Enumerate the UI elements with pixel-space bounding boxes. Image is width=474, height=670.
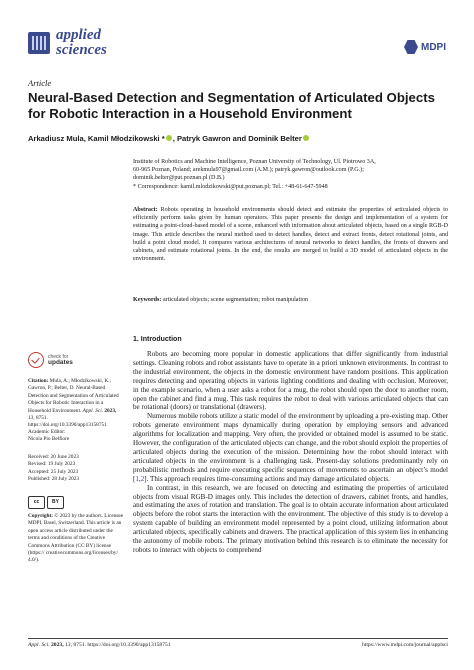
keywords [133,296,448,304]
paragraph: Robots are becoming more popular in domestic applications that differ significantly from industrial settings. Cleaning robots and robot assistants have to operate in a priori unknown environments. In contrast to the industrial environment, the objects in the domestic environment have random positions. This application requires detecting and operating objects in various lighting conditions and dealing with occlusion. Moreover, in the example scenario, when a user asks a robot for a mug, the robot should open the door to another room, open the cabinet and find a mug. This task requires the robot to deal with various articulated objects that can be rotational (doors) or translational (drawers). [133,350,448,412]
paragraph-text: Numerous mobile robots utilize a static model of the environment by uploading a pre-existing map. Other robots generate environment maps dynamically during operation by employing sensors and advanced algorithms for localization and mapping. Very often, the provided or obtained model is assumed to be static. However, the configuration of the articulated objects can change, and the robot should exploit the properties of articulated objects during the execution of the mission. Determining how the robot should interact with articulated objects in the environment is a challenging task. Present-day solutions predominantly rely on probabilistic methods and require executing specific sequences of movements to ascertain an object’s model [ [133,412,448,483]
citation-label: Citation: [28,378,49,384]
authors-part1: Arkadiusz Mula, Kamil Młodzikowski * [28,134,165,143]
orcid-icon[interactable] [166,135,172,141]
cc-by-license-badge[interactable] [28,496,64,509]
updates-line1: check for [48,354,69,360]
footer-journal: Appl. Sci. [28,642,50,648]
check-for-updates-icon [28,352,44,368]
citation-rest: , 8751. https://doi.org/10.3390/app13158751 [28,415,107,429]
publisher-name: MDPI [421,41,446,53]
mdpi-hexagon-icon [404,40,418,54]
paragraph: In contrast, in this research, we are focused on detecting and estimating the properties of articulated objects from visual RGB-D images only. This includes the detection of drawers, cabinet fronts, and handles, and estimating the axes of rotation and translation. The goal is to obtain accurate information about articulated objects before the robot starts the interaction with the environment. The objective of this study is to develop a system capable of building an environment model represented by a point cloud, utilizing information about articulated objects, specifically cabinets and drawers. The practical application of this system lies in enhancing the autonomy of mobile robots. The primary motivation behind this research is to eliminate the necessity for robots to interact with objects to comprehend [133,483,448,554]
authors-part2: , Patryk Gawron and Dominik Belter [172,134,302,143]
by-icon: BY [47,496,64,509]
footer-rest: , 8751. https://doi.org/10.3390/app13158751 [70,642,171,648]
correspondence-line: * Correspondence: kamil.mlodzikowski@put.poznan.pl; Tel.: +48-61-647-5948 [133,183,328,190]
citation-text: Mula, A.; Młodzikowski, K.; Gawron, P.; Belter, D. Neural-Based Detection and Segmentation of Articulated Objects for Robotic Interaction in a Household Environment. [28,378,119,414]
affiliations [133,158,448,191]
date-published: Published: 28 July 2023 [28,476,80,483]
publication-dates [28,454,124,484]
keywords-text: articulated objects; scene segmentation; robot manipulation [161,297,308,303]
keywords-label: Keywords: [133,297,162,303]
paragraph-text: ]. This approach requires time-consuming actions and may damage articulated objects. [144,474,390,483]
reference-link[interactable]: 2 [140,474,145,483]
check-for-updates-button[interactable] [28,352,73,368]
journal-logo[interactable] [28,28,107,58]
article-type: Article [28,78,52,88]
section-body [133,350,448,555]
citation-journal: Appl. Sci. [82,407,104,414]
date-revised: Revised: 19 July 2023 [28,461,76,468]
orcid-icon[interactable] [303,135,309,141]
reference-link[interactable]: 1 [135,474,139,483]
citation [28,378,124,430]
editor-name: Nicola Pio Belfiore [28,436,70,443]
footer-year: 2023, [49,642,65,648]
journal-name-line1: applied [56,27,101,43]
author-list [28,134,448,143]
affiliation-line: dominik.belter@put.poznan.pl (D.B.) [133,175,225,182]
citation-year: 2023, [103,407,117,414]
editor-label: Academic Editor: [28,429,66,435]
abstract [133,206,448,263]
copyright-label: Copyright: [28,513,54,519]
affiliation-line: Institute of Robotics and Machine Intelligence, Poznan University of Technology, Ul. Piotrowo 3A, [133,159,376,165]
copyright [28,513,124,565]
cc-icon: cc [28,496,45,509]
date-received: Received: 20 June 2023 [28,454,79,460]
journal-name-line2: sciences [56,42,107,58]
journal-logo-icon [28,32,50,54]
publisher-logo[interactable] [404,40,446,54]
paragraph [133,412,448,483]
reference-separator: , [138,474,141,483]
footer-url[interactable]: https://www.mdpi.com/journal/applsci [361,642,448,648]
citation-volume: 13 [28,415,34,422]
footer-divider [28,638,448,639]
abstract-text: Robots operating in household environments should detect and estimate the properties of articulated objects to efficiently perform tasks given by human operators. This paper presents the design and implementation of a system for estimating a point-cloud-based model of a scene, enhanced with information about articulated objects, based on a single RGB-D image. This article describes the neural method used to detect handles, detect and extract fronts, detect rotational joints, and build a point cloud model. It compares various architectures of neural networks to detect handles, the fronts of drawers and cabinets, and estimate rotational joints. In the end, the results are merged to build a 3D model of articulated objects in the environment. [133,207,448,263]
footer-citation [28,642,171,648]
affiliation-line: 60-965 Poznan, Poland; arekmula97@gmail.com (A.M.); patryk.gawron@outlook.com (P.G.); [133,167,364,174]
copyright-text: © 2023 by the authors. Licensee MDPI, Basel, Switzerland. This article is an open access article distributed under the terms and conditions of the Creative Commons Attribution (CC BY) license (https:// creativecommons.org/licenses/by/ 4.0/). [28,513,124,564]
updates-line2: updates [48,359,73,366]
paper-title: Neural-Based Detection and Segmentation of Articulated Objects for Robotic Interaction in a Household Environment [28,90,435,121]
section-title: 1. Introduction [133,336,182,343]
check-for-updates-label [48,354,73,366]
academic-editor [28,429,124,444]
abstract-label: Abstract: [133,207,158,213]
date-accepted: Accepted: 25 July 2023 [28,468,79,475]
journal-name [56,28,107,58]
footer-volume: 13 [65,642,71,648]
